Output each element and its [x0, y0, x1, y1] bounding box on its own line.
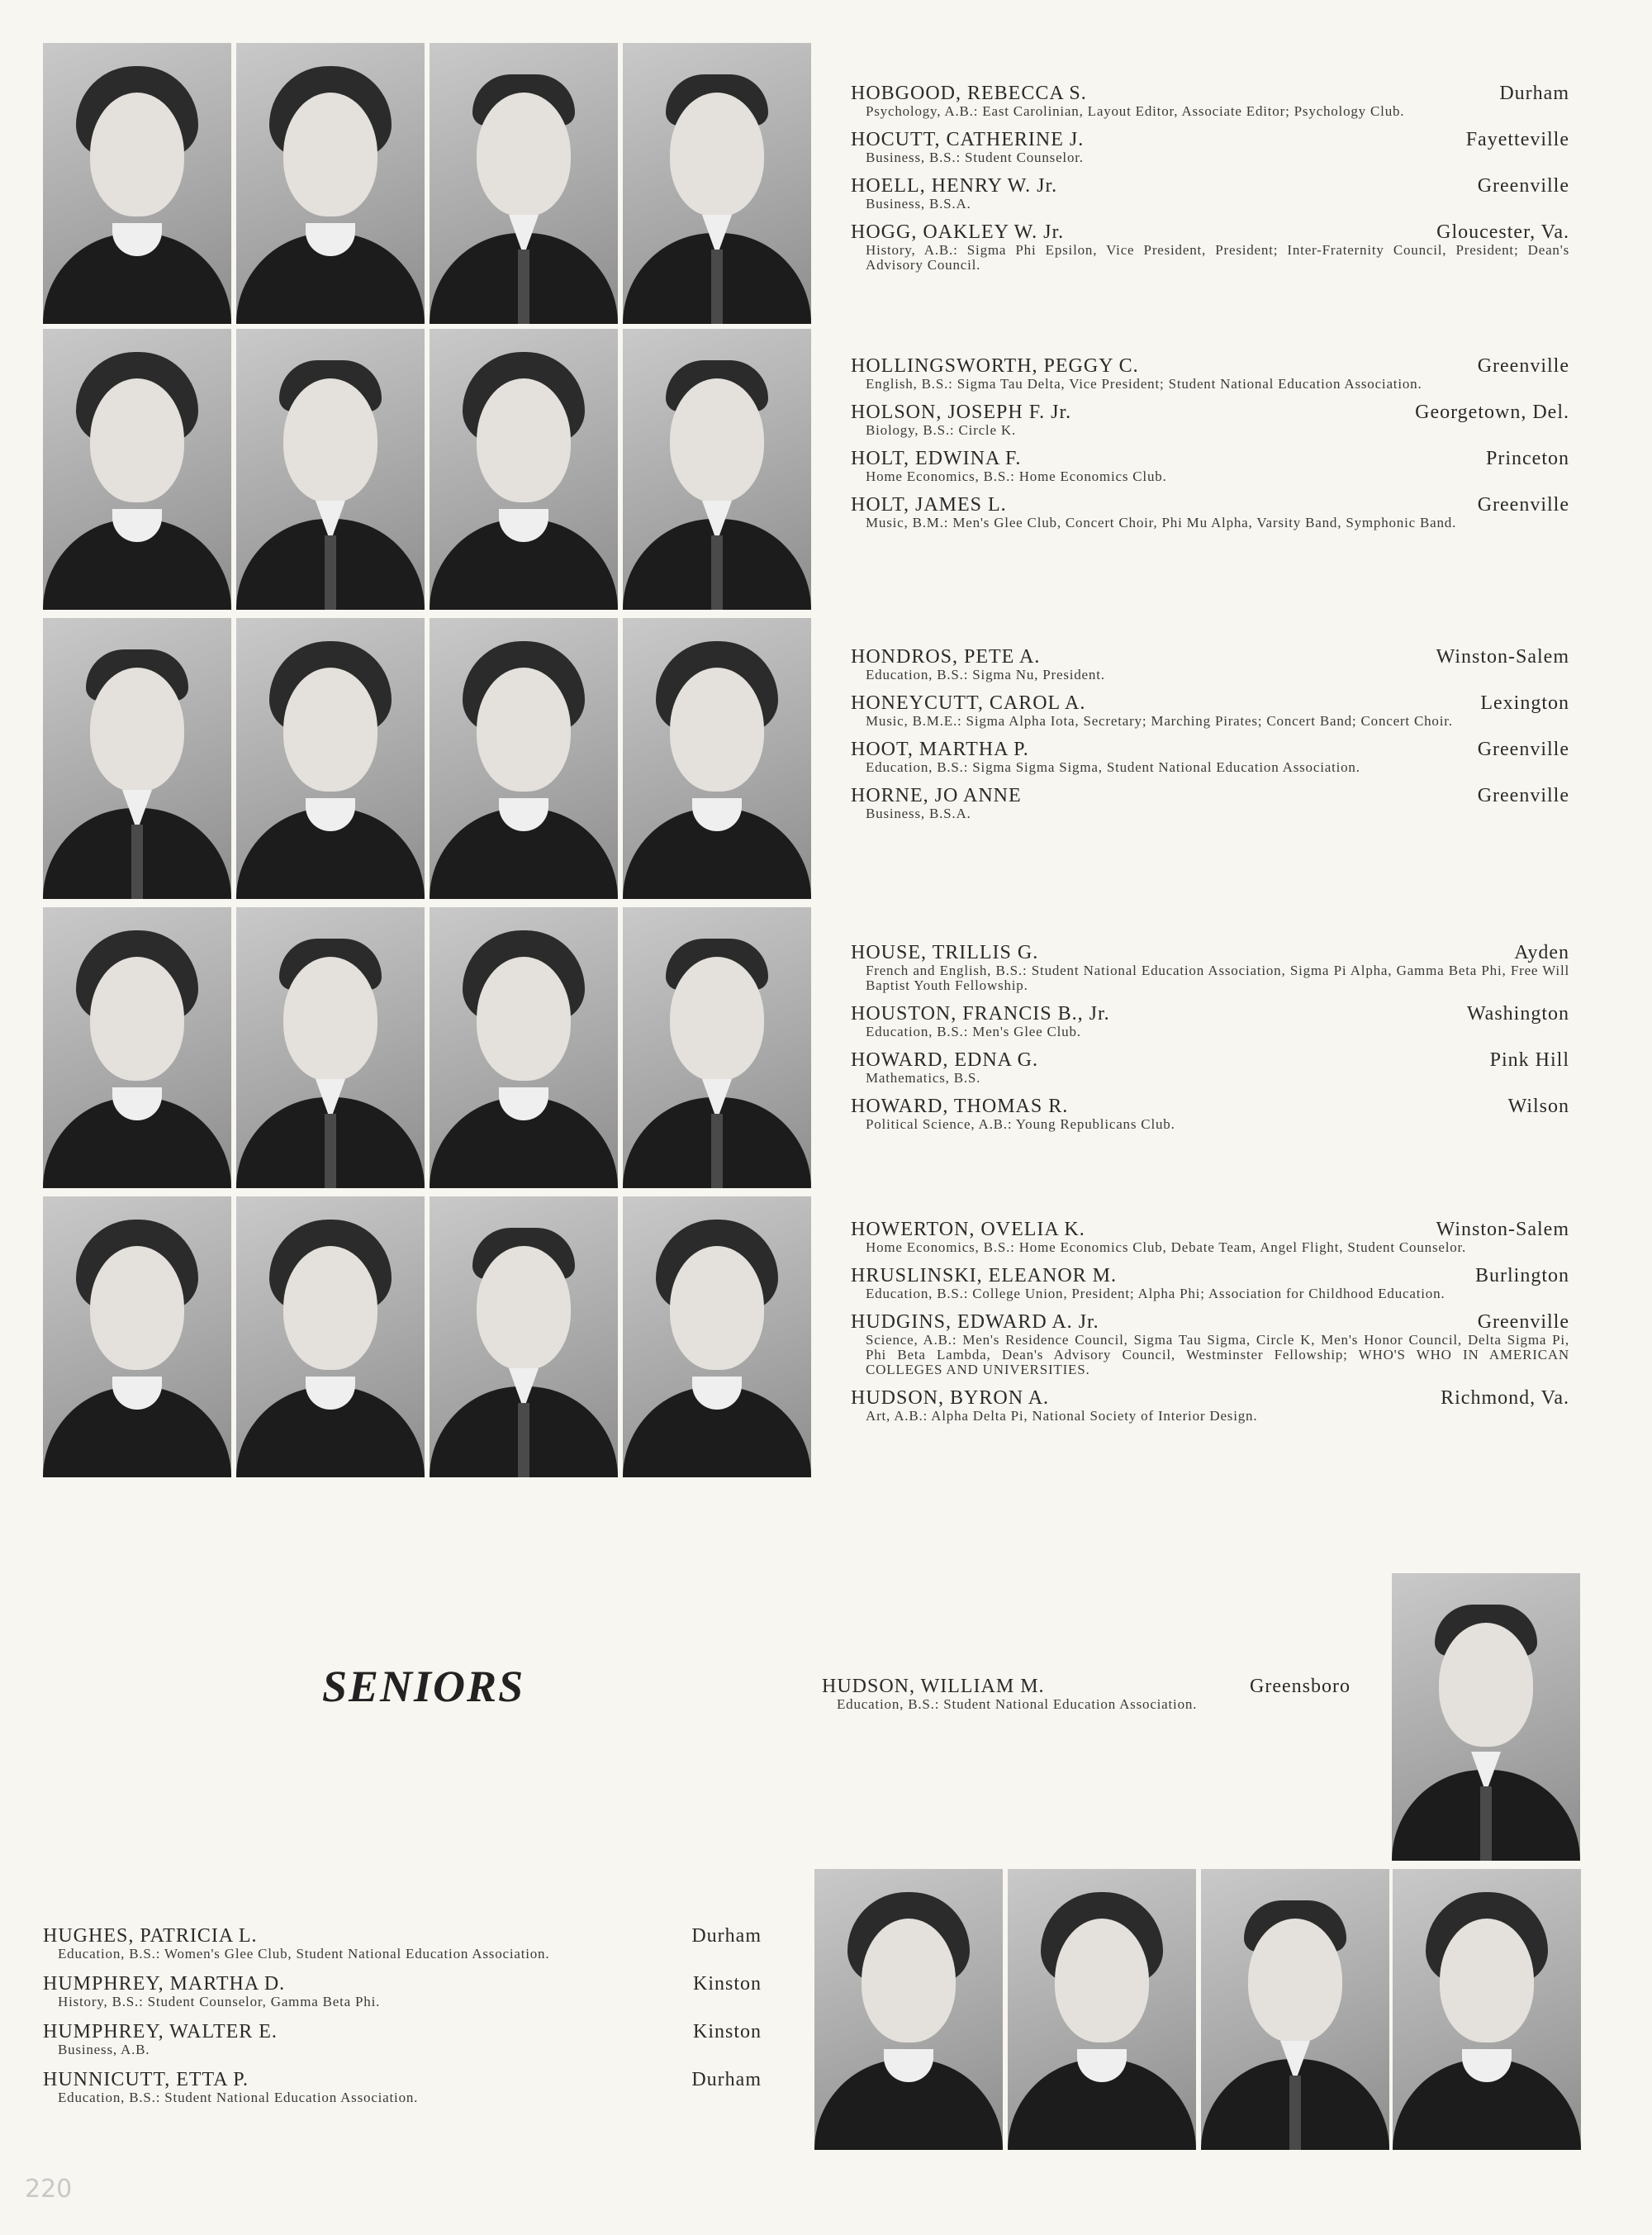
student-portrait	[430, 618, 618, 899]
student-name: HRUSLINSKI, ELEANOR M.	[851, 1265, 1117, 1286]
student-hometown: Washington	[1466, 1003, 1569, 1025]
student-hometown: Kinston	[692, 2021, 762, 2042]
student-portrait	[236, 1196, 425, 1477]
student-detail: Mathematics, B.S.	[866, 1070, 981, 1086]
student-entry	[851, 83, 1569, 119]
student-name: HUMPHREY, MARTHA D.	[43, 1973, 286, 1995]
student-portrait	[430, 43, 618, 324]
student-hometown: Pink Hill	[1489, 1049, 1569, 1071]
student-entry	[851, 1049, 1569, 1086]
student-name: HONEYCUTT, CAROL A.	[851, 692, 1086, 714]
student-portrait	[430, 907, 618, 1188]
student-hometown: Richmond, Va.	[1441, 1387, 1569, 1409]
student-hometown: Greenville	[1477, 355, 1569, 377]
student-detail: Science, A.B.: Men's Residence Council, Sigma Tau Sigma, Circle K, Men's Honor Council, Delta Sigma Pi, Phi Beta Lambda, Dean's Advisory Council, Westminster Fellowship; WHO'S WHO IN AMERICAN COLLEGES AND UNIVERSITIES.	[866, 1332, 1569, 1377]
student-portrait	[236, 43, 425, 324]
student-hometown: Greenville	[1477, 1311, 1569, 1333]
student-name: HOLT, EDWINA F.	[851, 448, 1022, 469]
student-hometown: Wilson	[1507, 1096, 1569, 1117]
student-hometown: Greenville	[1477, 785, 1569, 806]
student-detail: History, A.B.: Sigma Phi Epsilon, Vice President, President; Inter-Fraternity Council, President; Dean's Advisory Council.	[866, 242, 1569, 273]
student-portrait	[1392, 1573, 1580, 1861]
student-hometown: Winston-Salem	[1436, 1219, 1569, 1240]
student-entry	[851, 1003, 1569, 1039]
student-entry	[851, 355, 1569, 392]
student-name: HOUSTON, FRANCIS B., Jr.	[851, 1003, 1110, 1025]
student-entry	[43, 1925, 762, 1962]
student-detail: Business, B.S.A.	[866, 806, 971, 821]
student-portrait	[430, 1196, 618, 1477]
student-name: HUDSON, WILLIAM M.	[822, 1676, 1045, 1697]
student-portrait	[623, 907, 811, 1188]
student-portrait	[430, 329, 618, 610]
student-name: HOOT, MARTHA P.	[851, 739, 1029, 760]
student-name: HOELL, HENRY W. Jr.	[851, 175, 1058, 197]
student-hometown: Fayetteville	[1465, 129, 1569, 150]
student-hometown: Ayden	[1514, 942, 1569, 963]
page-number: 220	[25, 2175, 73, 2204]
student-name: HOLLINGSWORTH, PEGGY C.	[851, 355, 1139, 377]
student-name: HOCUTT, CATHERINE J.	[851, 129, 1085, 150]
student-name: HUMPHREY, WALTER E.	[43, 2021, 278, 2042]
student-detail: Education, B.S.: Men's Glee Club.	[866, 1024, 1081, 1039]
single-entry	[822, 1676, 1351, 1712]
student-portrait	[43, 329, 231, 610]
student-detail: English, B.S.: Sigma Tau Delta, Vice President; Student National Education Association.	[866, 376, 1422, 392]
student-portrait	[236, 618, 425, 899]
student-detail: French and English, B.S.: Student National Education Association, Sigma Pi Alpha, Gamma Beta Phi, Free Will Baptist Youth Fellowship.	[866, 963, 1569, 993]
student-hometown: Winston-Salem	[1436, 646, 1569, 668]
student-hometown: Gloucester, Va.	[1436, 221, 1569, 243]
student-hometown: Burlington	[1474, 1265, 1569, 1286]
student-detail: Psychology, A.B.: East Carolinian, Layout Editor, Associate Editor; Psychology Club.	[866, 103, 1405, 119]
student-entry	[851, 221, 1569, 273]
student-hometown: Durham	[691, 2069, 762, 2090]
student-detail: Home Economics, B.S.: Home Economics Club, Debate Team, Angel Flight, Student Counselor.	[866, 1239, 1467, 1255]
student-name: HUDSON, BYRON A.	[851, 1387, 1050, 1409]
student-entry	[851, 785, 1569, 821]
student-name: HUDGINS, EDWARD A. Jr.	[851, 1311, 1099, 1333]
student-entry	[851, 494, 1569, 530]
student-hometown: Lexington	[1480, 692, 1569, 714]
section-title: SENIORS	[322, 1662, 525, 1711]
student-entry	[851, 1387, 1569, 1424]
student-entry	[851, 739, 1569, 775]
student-entry	[851, 1219, 1569, 1255]
student-detail: Music, B.M.: Men's Glee Club, Concert Choir, Phi Mu Alpha, Varsity Band, Symphonic Band.	[866, 515, 1457, 530]
student-entry	[851, 175, 1569, 212]
student-portrait	[623, 618, 811, 899]
student-portrait	[43, 43, 231, 324]
student-entry	[43, 2021, 762, 2057]
student-entry	[851, 942, 1569, 993]
student-detail: Biology, B.S.: Circle K.	[866, 422, 1016, 438]
student-name: HONDROS, PETE A.	[851, 646, 1041, 668]
student-portrait	[43, 1196, 231, 1477]
student-detail: Education, B.S.: Women's Glee Club, Student National Education Association.	[58, 1946, 550, 1962]
student-name: HORNE, JO ANNE	[851, 785, 1022, 806]
student-hometown: Georgetown, Del.	[1415, 402, 1569, 423]
student-detail: Business, B.S.: Student Counselor.	[866, 150, 1084, 165]
student-name: HOUSE, TRILLIS G.	[851, 942, 1039, 963]
student-detail: Education, B.S.: Sigma Nu, President.	[866, 667, 1105, 682]
student-portrait	[1201, 1869, 1389, 2150]
student-name: HOWERTON, OVELIA K.	[851, 1219, 1085, 1240]
student-portrait	[623, 43, 811, 324]
student-entry	[851, 646, 1569, 682]
student-name: HOWARD, THOMAS R.	[851, 1096, 1069, 1117]
student-name: HOWARD, EDNA G.	[851, 1049, 1038, 1071]
student-entry	[851, 1311, 1569, 1377]
student-entry	[851, 692, 1569, 729]
student-name: HOLT, JAMES L.	[851, 494, 1007, 516]
student-hometown: Kinston	[692, 1973, 762, 1995]
student-portrait	[1393, 1869, 1581, 2150]
student-detail: Art, A.B.: Alpha Delta Pi, National Society of Interior Design.	[866, 1408, 1258, 1424]
student-detail: Education, B.S.: Student National Education Association.	[837, 1696, 1198, 1712]
student-entry	[851, 1096, 1569, 1132]
student-hometown: Princeton	[1486, 448, 1569, 469]
student-detail: Education, B.S.: Sigma Sigma Sigma, Student National Education Association.	[866, 759, 1360, 775]
student-detail: Home Economics, B.S.: Home Economics Club.	[866, 468, 1167, 484]
student-entry	[43, 2069, 762, 2105]
student-name: HOGG, OAKLEY W. Jr.	[851, 221, 1065, 243]
student-portrait	[236, 329, 425, 610]
student-hometown: Greensboro	[1250, 1676, 1351, 1697]
student-detail: Business, A.B.	[58, 2042, 150, 2057]
student-hometown: Greenville	[1477, 739, 1569, 760]
student-portrait	[814, 1869, 1003, 2150]
student-detail: Education, B.S.: College Union, President; Alpha Phi; Association for Childhood Education.	[866, 1286, 1446, 1301]
student-entry	[851, 448, 1569, 484]
student-entry	[851, 129, 1569, 165]
student-name: HOLSON, JOSEPH F. Jr.	[851, 402, 1072, 423]
student-detail: Business, B.S.A.	[866, 196, 971, 212]
student-portrait	[43, 907, 231, 1188]
student-detail: Political Science, A.B.: Young Republicans Club.	[866, 1116, 1175, 1132]
student-hometown: Durham	[1499, 83, 1569, 104]
student-detail: History, B.S.: Student Counselor, Gamma Beta Phi.	[58, 1994, 381, 2009]
student-entry	[851, 402, 1569, 438]
student-detail: Music, B.M.E.: Sigma Alpha Iota, Secretary; Marching Pirates; Concert Band; Concert Choir.	[866, 713, 1453, 729]
student-name: HUNNICUTT, ETTA P.	[43, 2069, 249, 2090]
student-portrait	[236, 907, 425, 1188]
student-portrait	[623, 1196, 811, 1477]
student-portrait	[623, 329, 811, 610]
student-detail: Education, B.S.: Student National Education Association.	[58, 2090, 419, 2105]
student-entry	[43, 1973, 762, 2009]
student-portrait	[43, 618, 231, 899]
student-name: HUGHES, PATRICIA L.	[43, 1925, 258, 1947]
student-entry	[851, 1265, 1569, 1301]
student-hometown: Durham	[691, 1925, 762, 1947]
student-name: HOBGOOD, REBECCA S.	[851, 83, 1087, 104]
student-portrait	[1008, 1869, 1196, 2150]
student-hometown: Greenville	[1477, 175, 1569, 197]
student-hometown: Greenville	[1477, 494, 1569, 516]
